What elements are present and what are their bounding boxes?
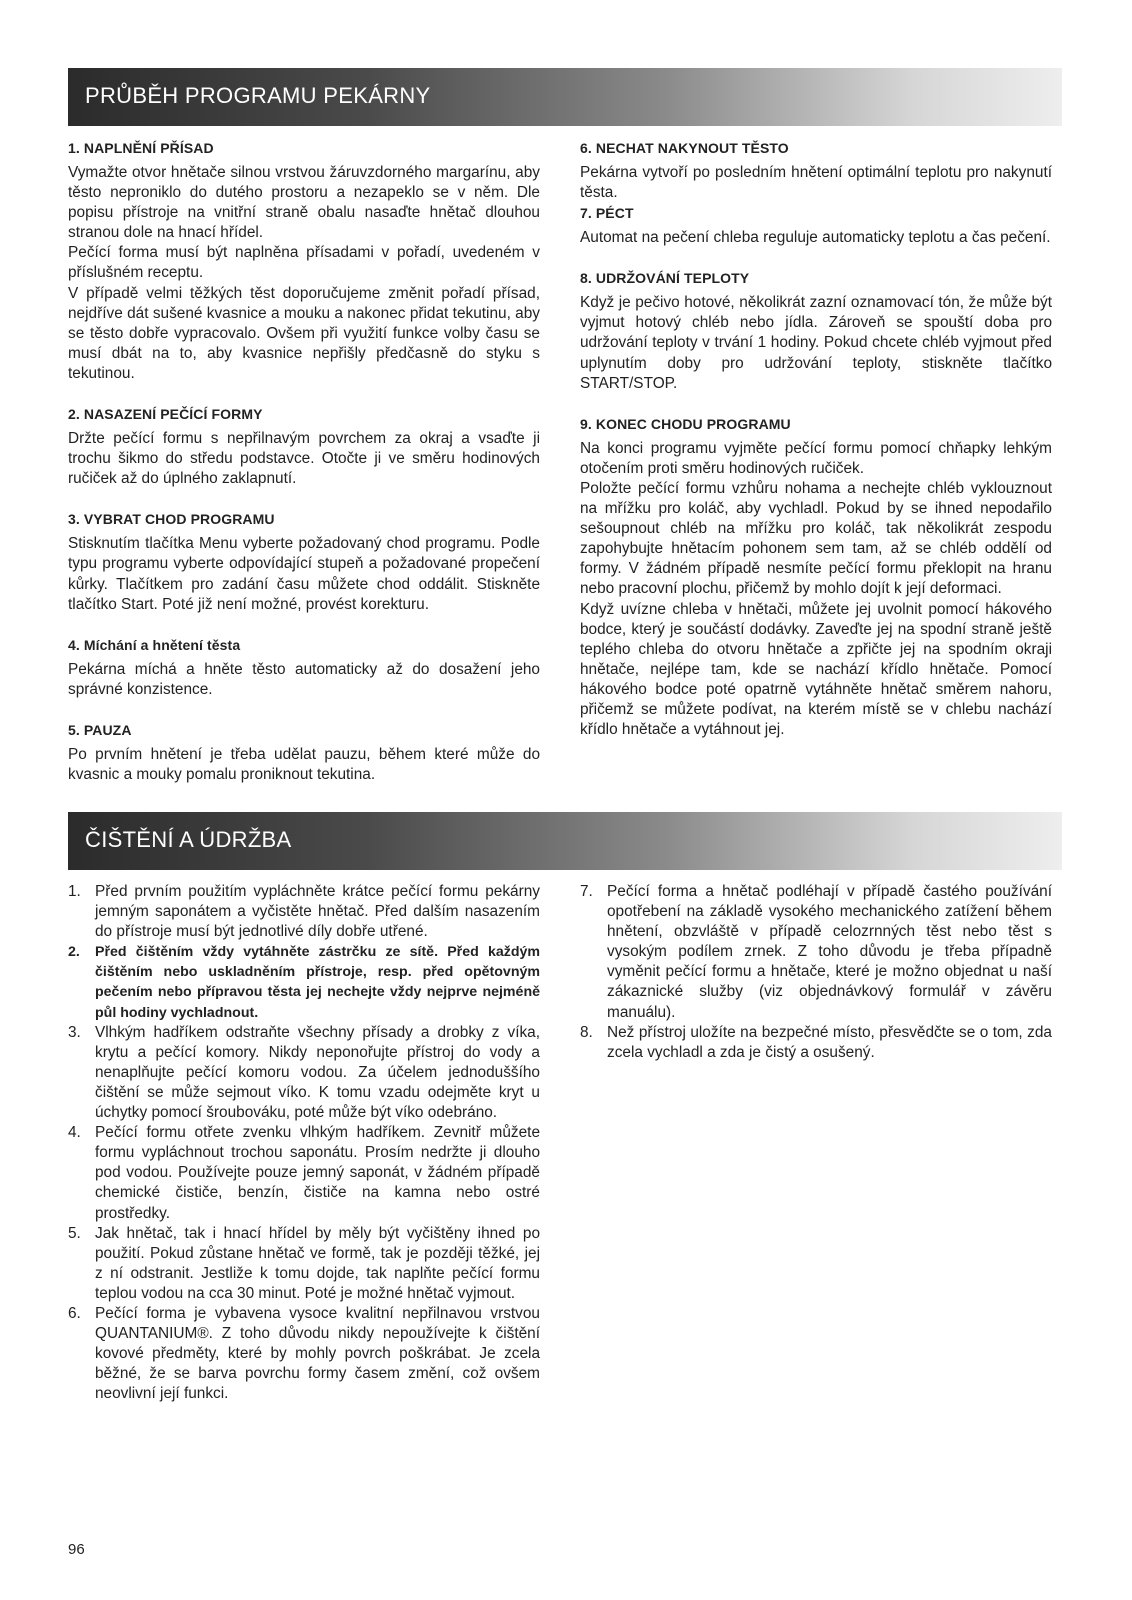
section-paragraph: Na konci programu vyjměte pečící formu pomocí chňapky lehkým otočením proti směru hodinových ručiček.	[580, 439, 1052, 477]
list-item-text: Před prvním použitím vypláchněte krátce pečící formu pekárny jemným saponátem a vyčistěte hnětač. Před dalším nasazením do přístroje musí být jednotlivé díly dobře utřené.	[95, 883, 540, 941]
list-item-number: 4.	[68, 1124, 81, 1142]
section-paragraph: Držte pečící formu s nepřilnavým povrchem za okraj a vsaďte ji trochu šikmo do středu podstavce. Otočte ji ve směru hodinových ručiček až do úplného zaklapnutí.	[68, 430, 540, 488]
list-item-text: Jak hnětač, tak i hnací hřídel by měly být vyčištěny ihned po použití. Pokud zůstane hnětač ve formě, tak je později těžké, jej z ní odstranit. Jestliže k tomu dojde, tak naplňte pečící formu teplou vodou na cca 30 minut. Poté je možné hnětač vyjmout.	[95, 1224, 540, 1302]
section-heading: 6. NECHAT NAKYNOUT TĚSTO	[580, 140, 789, 156]
section-heading: 5. PAUZA	[68, 721, 132, 738]
list-item	[580, 882, 1052, 1023]
list-item-text: Vlhkým hadříkem odstraňte všechny přísady a drobky z víka, krytu a pečící komory. Nikdy neponořujte přístroj do vody a nenaplňujte pečící komoru vodou. Za účelem jednoduššího čištění se může sejmout víko. K tomu vzadu odejměte kryt u úchytky pomocí šroubováku, poté může být víko odebráno.	[95, 1023, 540, 1122]
section-paragraph: Pečící forma musí být naplněna přísadami v pořadí, uvedeném v příslušném receptu.	[68, 244, 540, 282]
list-item-number: 8.	[580, 1023, 593, 1041]
list-item-text: Pečící forma je vybavena vysoce kvalitní nepřilnavou vrstvou QUANTANIUM®. Z toho důvodu nikdy nepoužívejte k čištění kovové předměty, které by mohly povrch poškrábat. Je zcela běžné, že se barva povrchu formy časem změní, což ovšem neovlivní její funkci.	[95, 1304, 540, 1403]
section-heading: 3. VYBRAT CHOD PROGRAMU	[68, 511, 275, 528]
section-paragraph: Pekárna vytvoří po posledním hnětení optimální teplotu pro nakynutí těsta.	[580, 164, 1052, 202]
section-paragraph: Když uvízne chleba v hnětači, můžete jej uvolnit pomocí hákového bodce, který je součástí dodávky. Zaveďte jej na spodní straně ještě teplého chleba do otvoru hnětače a zpřičte jej na spodním okraji hnětače, nejlépe tam, kde se nachází křídlo hnětače. Pomocí hákového bodce poté opatrně vytáhněte hnětač směrem nahoru, přičemž se můžete podívat, na kterém místě se v chlebu nachází křídlo hnětače a vytáhnout jej.	[580, 600, 1052, 739]
program-column-left	[68, 138, 540, 805]
section-paragraph: Vymažte otvor hnětače silnou vrstvou žáruvzdorného margarínu, aby těsto neproniklo do dutého prostoru a nezapeklo se v něm. Dle popisu přístroje na vnitřní straně obalu nasaďte hnětač dlouhou stranou dole na hnací hřídel.	[68, 164, 540, 242]
list-item-text: Pečící forma a hnětač podléhají v případě častého používání opotřebení na základě vysokého mechanického zatížení během hnětení, obzvláště v případě celozrnných těst nebo těst s vysokým podílem zrnek. Z toho důvodu je třeba případně vyměnit pečící formu a hnětače, které je možno objednat u naší zákaznické služby (viz objednávkový formulář v závěru manuálu).	[607, 883, 1052, 1021]
list-item-number: 3.	[68, 1023, 81, 1041]
program-section-9	[580, 414, 1052, 740]
list-item	[68, 1224, 540, 1304]
section-heading: 4. Míchání a hnětení těsta	[68, 636, 241, 653]
section-title-program: PRŮBĚH PROGRAMU PEKÁRNY	[85, 83, 431, 108]
list-item	[68, 882, 540, 942]
program-section-6	[580, 138, 1052, 203]
list-item	[68, 942, 540, 1022]
program-section-3	[68, 509, 540, 614]
section-paragraph: Když je pečivo hotové, několikrát zazní oznamovací tón, že může být vyjmut hotový chléb nebo jídla. Zároveň se spouští doba pro udržování teploty v trvání 1 hodiny. Pokud chcete chléb vyjmout před uplynutím doby pro udržování teploty, stiskněte tlačítko START/STOP.	[580, 294, 1052, 392]
cleaning-column-right	[580, 882, 1052, 1063]
list-item-number: 2.	[68, 944, 80, 961]
list-item-number: 6.	[68, 1304, 81, 1322]
list-item-number: 7.	[580, 883, 593, 900]
list-item-number: 1.	[68, 883, 81, 900]
program-section-7	[580, 203, 1052, 248]
program-section-1	[68, 138, 540, 384]
section-heading: 7. PÉCT	[580, 205, 634, 222]
list-item	[68, 1023, 540, 1123]
list-item	[68, 1304, 540, 1404]
program-column-right	[580, 138, 1052, 760]
program-section-2	[68, 404, 540, 489]
section-paragraph: V případě velmi těžkých těst doporučujeme změnit pořadí přísad, nejdříve dát sušené kvasnice a mouku a nakonec přidat tekutinu, aby se těsto dobře vypracovalo. Ovšem při využití funkce volby času se musí dbát na to, aby kvasnice nepřišly předčasně do styku s tekutinou.	[68, 284, 540, 382]
page-number: 96	[68, 1541, 85, 1558]
section-paragraph: Stisknutím tlačítka Menu vyberte požadovaný chod programu. Podle typu programu vyberte odpovídající stupeň a požadované propečení kůrky. Tlačítkem pro zadání času můžete chod oddálit. Stiskněte tlačítko Start. Poté již není možné, provést korekturu.	[68, 535, 540, 613]
section-heading: 9. KONEC CHODU PROGRAMU	[580, 415, 791, 432]
section-header-program	[68, 68, 1062, 126]
section-heading: 1. NAPLNĚNÍ PŘÍSAD	[68, 140, 214, 156]
section-heading: 2. NASAZENÍ PEČÍCÍ FORMY	[68, 406, 263, 423]
section-title-cleaning: ČIŠTĚNÍ A ÚDRŽBA	[85, 827, 292, 852]
list-item-text: Před čištěním vždy vytáhněte zástrčku ze sítě. Před každým čištěním nebo uskladněním přístroje, resp. před opětovným pečením nebo přípravou těsta jej nechejte vždy nejprve nejméně půl hodiny vychladnout.	[95, 944, 540, 1021]
section-paragraph: Po prvním hnětení je třeba udělat pauzu, během které může do kvasnic a mouky pomalu proniknout tekutina.	[68, 745, 540, 783]
list-item-text: Než přístroj uložíte na bezpečné místo, přesvědčte se o tom, zda zcela vychladl a zda je čistý a osušený.	[607, 1023, 1052, 1061]
cleaning-list	[68, 882, 540, 1404]
section-heading: 8. UDRŽOVÁNÍ TEPLOTY	[580, 270, 750, 287]
section-paragraph: Pekárna míchá a hněte těsto automaticky až do dosažení jeho správné konzistence.	[68, 660, 540, 698]
program-section-8	[580, 268, 1052, 393]
cleaning-column-left	[68, 882, 540, 1404]
list-item	[580, 1023, 1052, 1063]
section-paragraph: Automat na pečení chleba reguluje automaticky teplotu a čas pečení.	[580, 229, 1051, 247]
section-header-cleaning	[68, 812, 1062, 870]
cleaning-list-continued	[580, 882, 1052, 1063]
list-item-text: Pečící formu otřete zvenku vlhkým hadříkem. Zevnitř můžete formu vypláchnout trochou saponátu. Prosím nedržte ji dlouho pod vodou. Používejte pouze jemný saponát, v žádném případě chemické čističe, benzín, čističe na kamna nebo ostré prostředky.	[95, 1124, 540, 1222]
section-paragraph: Položte pečící formu vzhůru nohama a nechejte chléb vyklouznout na mřížku pro koláč, aby vychladl. Pokud by se ihned nepodařilo sešoupnout chléb na mřížku pro koláč, tak několikrát zespodu zapohybujte hnětacím pohonem sem tam, až se chléb oddělí od formy. V žádném případě nesmíte pečící formu překlopit na hranu nebo pracovní plochu, přičemž by mohlo dojít k její deformaci.	[580, 479, 1052, 598]
program-section-4	[68, 635, 540, 700]
list-item-number: 5.	[68, 1224, 81, 1242]
program-section-5	[68, 720, 540, 785]
list-item	[68, 1123, 540, 1223]
